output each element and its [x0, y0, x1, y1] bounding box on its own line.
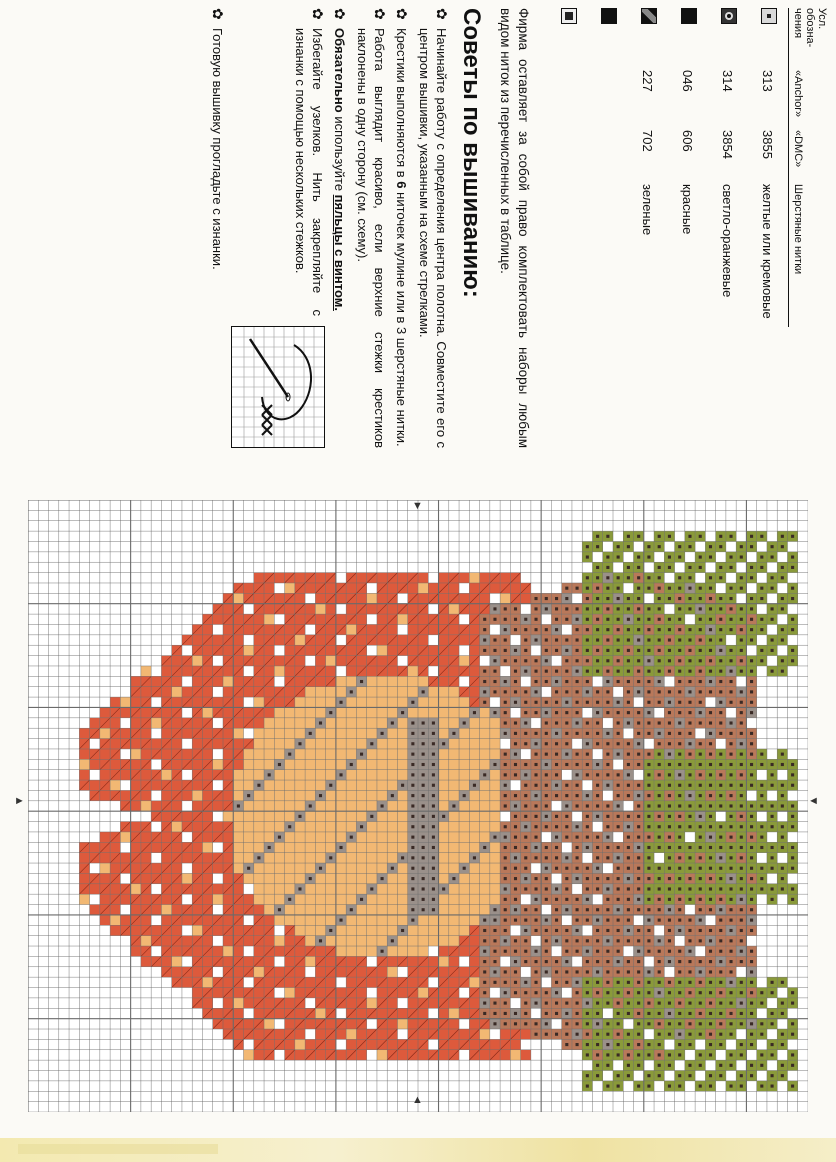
legend-dmc: 606: [680, 130, 696, 152]
legend-anchor: [588, 70, 628, 130]
legend-dmc: [588, 130, 628, 184]
tip-text: Работа выглядит красиво, если верхние стежки крестиков наклонены в одну сторону (см. схему).: [355, 28, 387, 448]
flower-bullet-icon: ✿: [433, 8, 450, 20]
legend-dmc: 3854: [720, 130, 736, 159]
legend-row: [708, 8, 748, 327]
legend-symbol: [561, 8, 577, 24]
legend-header-yarn: Шерстяные нитки: [788, 184, 828, 327]
legend-row: [748, 8, 789, 327]
flower-bullet-icon: ✿: [209, 8, 226, 20]
legend-yarn: красные: [680, 184, 696, 235]
legend-symbol: [681, 8, 697, 24]
legend-symbol: [641, 8, 657, 24]
legend-anchor: 227: [640, 70, 656, 92]
company-note: Фирма оставляет за собой право комплектовать наборы любым видом ниток из перечисленных в таблице.: [498, 8, 531, 448]
tip-item: [415, 8, 448, 448]
thread-legend-table: [548, 8, 828, 327]
legend-header-symbol: Усл. обозна-чения: [788, 8, 828, 70]
info-panel: [18, 0, 828, 1162]
flower-bullet-icon: ✿: [394, 8, 411, 20]
tip-item: [354, 8, 387, 448]
tip-item: [208, 8, 225, 448]
tip-item: [331, 8, 348, 448]
center-arrow-bottom: ▲: [412, 1094, 423, 1106]
flower-bullet-icon: ✿: [371, 8, 388, 20]
needle-stitch-illustration: [231, 326, 325, 448]
legend-yarn: желтые или кремовые: [760, 184, 776, 319]
info-panel-rotated: [28, 8, 828, 448]
legend-anchor: 314: [720, 70, 736, 92]
legend-dmc: [548, 130, 588, 184]
flower-bullet-icon: ✿: [309, 8, 326, 20]
tip-text: Избегайте узелков. Нить закрепляйте с изнанки с помощью нескольких стежков.: [293, 28, 325, 316]
tip-text: ниточек мулине или в 3 шерстяные нитки.: [394, 188, 410, 447]
center-arrow-right: ◄: [808, 795, 819, 807]
tip-text: используйте: [332, 112, 348, 195]
legend-dmc: 3855: [760, 130, 776, 159]
legend-anchor: 313: [760, 70, 776, 92]
tip-text: Готовую вышивку прогладьте с изнанки.: [209, 28, 225, 270]
legend-yarn: [548, 184, 588, 327]
tips-title: Советы по вышиванию:: [457, 8, 485, 298]
tip-bold: Обязательно: [332, 28, 348, 113]
tip-text: Крестики выполняются в: [394, 28, 410, 182]
legend-header-anchor: «Anchor»: [788, 70, 828, 130]
legend-symbol: [761, 8, 777, 24]
legend-yarn: светло-оранжевые: [720, 184, 736, 298]
flower-bullet-icon: ✿: [332, 8, 349, 20]
center-arrow-top: ▼: [412, 500, 423, 512]
legend-yarn: зеленые: [640, 184, 656, 236]
legend-yarn: [588, 184, 628, 327]
tip-text: Начинайте работу с определения центра полотна. Совместите его с центром вышивки, указанным на схеме стрелками.: [417, 28, 449, 448]
tip-item: [231, 8, 325, 448]
tip-underline: пяльцы с винтом.: [332, 194, 348, 311]
tips-list: [208, 8, 448, 448]
legend-row: [548, 8, 588, 327]
tip-bold: 6: [394, 181, 410, 189]
legend-symbol: [601, 8, 617, 24]
legend-row: [668, 8, 708, 327]
legend-anchor: 046: [680, 70, 696, 92]
legend-row: [628, 8, 668, 327]
center-arrow-left: ►: [14, 795, 25, 807]
legend-header-dmc: «DMC»: [788, 130, 828, 184]
legend-symbol: [721, 8, 737, 24]
legend-anchor: [548, 70, 588, 130]
legend-row: [588, 8, 628, 327]
legend-dmc: 702: [640, 130, 656, 152]
tip-item: [393, 8, 410, 448]
